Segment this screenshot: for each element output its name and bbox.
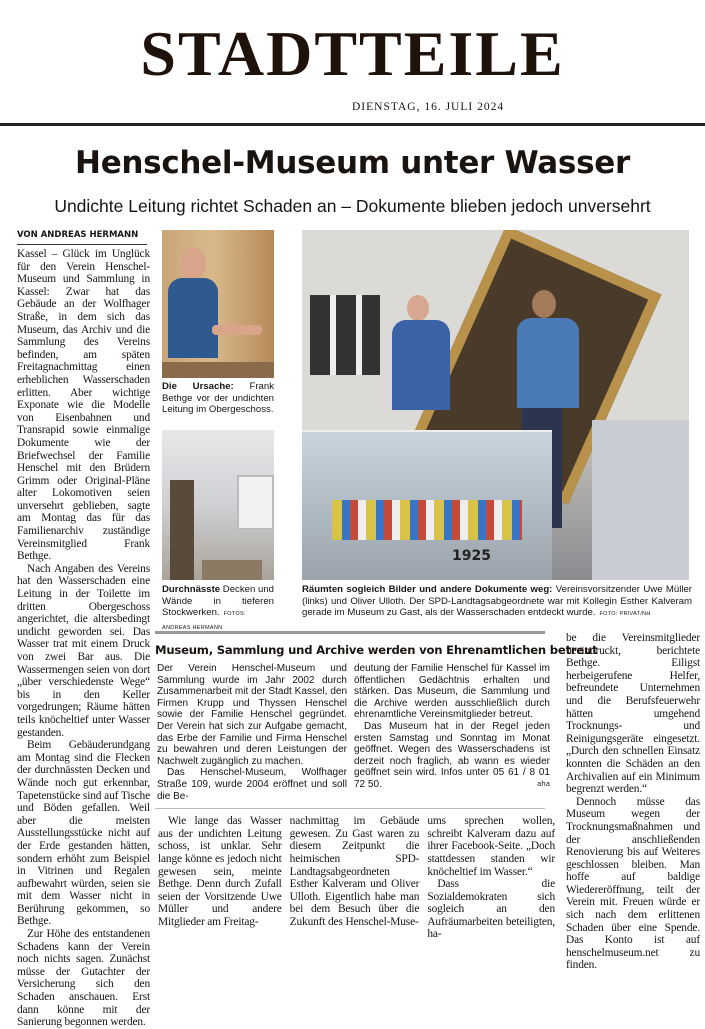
- paragraph: ums sprechen wollen, schreibt Kalveram dazu auf ihrer Facebook-Seite. „Doch stattdessen standen wir knöcheltief im Wasser.“: [427, 815, 555, 878]
- paragraph: Kassel – Glück im Unglück für den Verein Henschel-Museum und Sammlung in Kassel: Zwar hat das Gebäude an der Wolfhager Straße, in dem sich das Museum, das Archiv und die Sammlung des Vereins befinden, am späten Freitagnachmittag einen erheblichen Wasserschaden erlitten. Aber wichtige Exponate wie die Modelle von Eisenbahnen und Transrapid sowie einmalige Dokumente wie der Briefwechsel der Familie Henschel mit den Brüdern Grimm oder Original-Pläne alter Lokomotiven seien unversehrt geblieben, sagte am Montag das für das Familienarchiv zuständige Vereinsmitglied Frank Bethge.: [17, 248, 150, 563]
- paragraph: Zur Höhe des entstandenen Schadens kann der Verein noch nichts sagen. Zunächst müsse der Gutachter der Versicherung sich den Schaden anschauen. Erst dann könne mit der Sanierung begonnen werden.: [17, 928, 150, 1029]
- article-bottom-column-2: [290, 815, 420, 941]
- photo1-caption: [162, 381, 274, 416]
- infobox-column-2: [354, 663, 550, 802]
- photo2-caption: [162, 584, 274, 634]
- issue-date: DIENSTAG, 16. JULI 2024: [352, 101, 505, 113]
- caption-lead: Räumten sogleich Bilder und andere Dokumente weg:: [302, 584, 553, 595]
- infobox-column-1: [157, 663, 347, 802]
- paragraph: [354, 721, 550, 791]
- paragraph: Dass die Sozialdemokraten sich sogleich an den Aufräumarbeiten beteiligten, ha-: [427, 878, 555, 941]
- paragraph: Dennoch müsse das Museum wegen der Trocknungsmaßnahmen und der anschließenden Renovierung bis auf Weiteres geschlossen bleiben. Man hoffe auf baldige Wiedereröffnung, teilt der Verein mit. Freuen würde er sich nach dem erlittenen Schaden über eine Spende. Das Konto ist auf henschelmuseum.net zu finden.: [566, 795, 700, 972]
- byline: VON ANDREAS HERMANN: [17, 230, 147, 245]
- paragraph: Nach Angaben des Vereins hat den Wasserschaden eine Leitung in der Toilette im dritten Obergeschoss angerichtet, die altersbedingt undicht geworden sei. Das Wasser trat mit einem Druck von zwei Bar aus. Die Wassermengen seien von dort „über verschiedenste Wege“ bis in den Keller vorgedrungen; Räume hätten teils knöcheltief unter Wasser gestanden.: [17, 562, 150, 739]
- photo3-caption: [302, 584, 692, 621]
- paragraph: deutung der Familie Henschel für Kassel im öffentlichen Gedächtnis erhalten und stärken. Das Museum, die Sammlung und die Archive werden ausschließlich durch ehrenamtliche Vereinsmitglieder betreut.: [354, 663, 550, 721]
- model-plate-text: 1925: [452, 548, 491, 564]
- photo-damaged-room: [162, 430, 274, 580]
- paragraph: be die Vereinsmitglieder beeindruckt, berichtete Bethge. Eiligst herbeigerufene Helfer, befreundete Unternehmen und die Berufsfeuerwehr hätten umgehend Trocknungs- und Reinigungsgeräte eingesetzt. „Durch den schnellen Einsatz konnten die Schäden an den Archivalien auf ein Minimum begrenzt werden.“: [566, 632, 700, 796]
- paragraph: nachmittag im Gebäude gewesen. Zu Gast waren zu diesem Zeitpunkt die heimischen SPD-Landtagsabgeordneten Esther Kalveram und Oliver Ulloth. Eigentlich habe man bei dem Besuch über die Zukunft des Henschel-Muse-: [289, 815, 420, 928]
- lower-section: [155, 631, 598, 941]
- article-bottom-columns: [155, 815, 555, 941]
- infobox-heading: Museum, Sammlung und Archive werden von Ehrenamtlichen betreut: [155, 643, 598, 657]
- infobox-body: [155, 663, 555, 802]
- infobox-bottom-rule: [155, 808, 545, 809]
- paragraph: Beim Gebäuderundgang am Montag sind die Flecken der durchnässten Decken und Wände noch gut erkennbar, Tapetenstücke sind auf Tische und Böden gefallen. Weil aber die meisten Ausstellungsstücke nicht auf der Erde gestanden hätten, sondern erhöht zum Beispiel in Vitrinen und Regalen aufbewahrt würden, seien sie mit dem Wasser nicht in Berührung gekommen, so Bethge.: [17, 739, 150, 928]
- paragraph: Wie lange das Wasser aus der undichten Leitung schoss, ist unklar. Sehr lange könne es jedoch nicht gewesen sein, meinte Bethge. Denn durch Zufall seien der Vorsitzende Uwe Müller und andere Mitglieder am Freitag-: [158, 815, 282, 928]
- caption-lead: Durchnässte: [162, 584, 221, 595]
- infobox-rule: [155, 631, 545, 634]
- article-headline: Henschel-Museum unter Wasser: [75, 145, 630, 181]
- caption-text: Vereinsvorsitzender Uwe Müller (links) und Oliver Ulloth. Der SPD-Landtagsabgeordnete war mit Kollegin Esther Kalveram gerade im Museum zu Gast, als der Wasserschaden entdeckt wurde.: [302, 584, 692, 619]
- paragraph: Das Henschel-Museum, Wolfhager Straße 109, wurde 2004 eröffnet und soll die Be-: [157, 767, 347, 802]
- photo-credit: FOTOS: ANDREAS HERMANN: [162, 611, 246, 631]
- masthead-divider: [0, 123, 705, 126]
- paragraph-text: Das Museum hat in der Regel jeden ersten Samstag und Sonntag im Monat geöffnet. Wegen des Wasserschadens ist derzeit noch fraglich, ab wann es wieder geöffnet sein wird. Infos unter 05 61 / 8 01 72 50.: [354, 720, 550, 790]
- caption-text: Frank Bethge vor der undichten Leitung im Obergeschoss.: [162, 381, 275, 416]
- article-column-1: [17, 248, 150, 1029]
- photo-credit: FOTO: PRIVAT/NH: [599, 611, 651, 618]
- article-bottom-column-3: [427, 815, 555, 941]
- paragraph: Der Verein Henschel-Museum und Sammlung wurde im Jahr 2002 durch Zusammenarbeit mit der Stadt Kassel, den Firmen Krupp und Thyssen Henschel sowie der Familie Henschel gegründet. Der Verein hat sich zur Aufgabe gemacht, das Erbe der Familie und Firma Henschel zu bewahren und deren Leistungen der Nachwelt zugänglich zu machen.: [157, 663, 347, 767]
- article-bottom-column-1: [158, 815, 282, 941]
- author-signature: aha: [536, 779, 550, 788]
- caption-text: Decken und Wände in tieferen Stockwerken.: [162, 584, 274, 619]
- photo-frank-bethge: [162, 230, 274, 378]
- section-masthead: STADTTEILE: [140, 18, 565, 89]
- article-right-column: [566, 632, 700, 972]
- photo-men-moving-painting: [302, 230, 689, 580]
- caption-lead: Die Ursache:: [162, 381, 234, 392]
- article-subhead: Undichte Leitung richtet Schaden an – Dokumente blieben jedoch unversehrt: [54, 196, 651, 216]
